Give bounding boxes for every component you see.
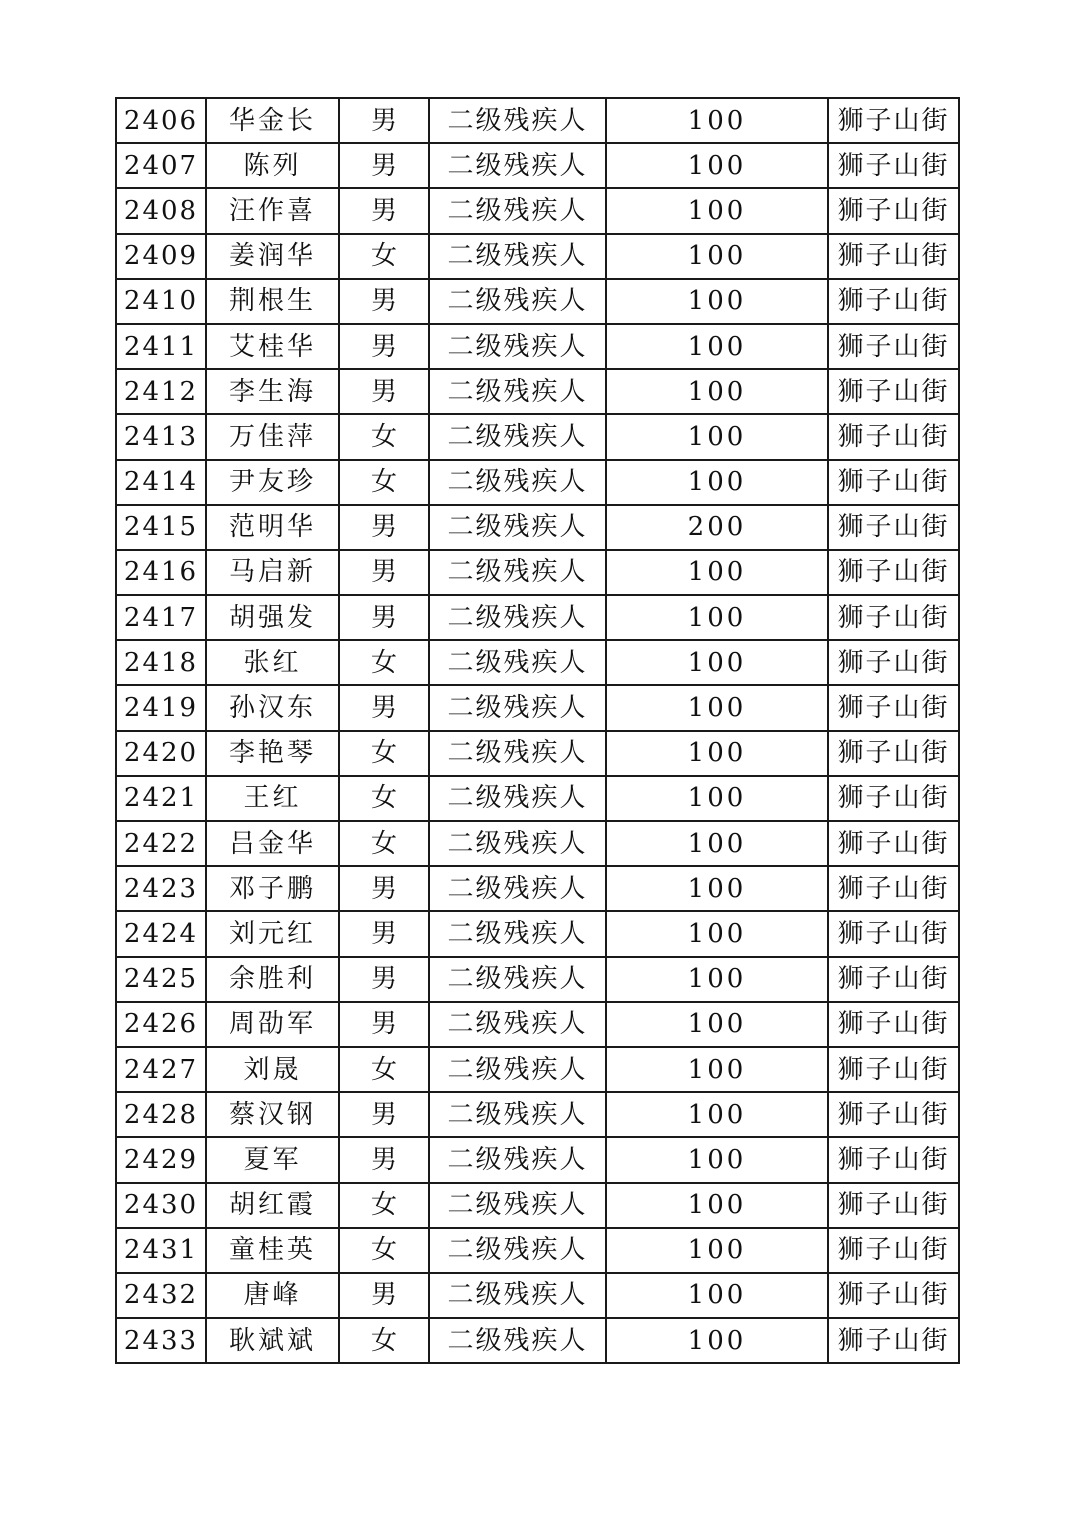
table-row bbox=[116, 98, 959, 143]
row-number-cell: 2419 bbox=[116, 685, 206, 730]
amount-cell: 100 bbox=[606, 821, 828, 866]
gender-cell: 男 bbox=[339, 1137, 429, 1182]
name-cell: 蔡汉钢 bbox=[206, 1092, 339, 1137]
street-cell: 狮子山街 bbox=[828, 1273, 959, 1318]
row-number-cell: 2426 bbox=[116, 1002, 206, 1047]
beneficiary-table bbox=[115, 97, 960, 1364]
gender-cell: 女 bbox=[339, 234, 429, 279]
disability-category-cell: 二级残疾人 bbox=[429, 1318, 606, 1363]
disability-category-cell: 二级残疾人 bbox=[429, 98, 606, 143]
row-number-cell: 2427 bbox=[116, 1047, 206, 1092]
table-row bbox=[116, 1047, 959, 1092]
table-row bbox=[116, 324, 959, 369]
gender-cell: 男 bbox=[339, 369, 429, 414]
amount-cell: 100 bbox=[606, 776, 828, 821]
amount-cell: 100 bbox=[606, 550, 828, 595]
street-cell: 狮子山街 bbox=[828, 776, 959, 821]
gender-cell: 女 bbox=[339, 1318, 429, 1363]
street-cell: 狮子山街 bbox=[828, 1092, 959, 1137]
row-number-cell: 2409 bbox=[116, 234, 206, 279]
amount-cell: 100 bbox=[606, 324, 828, 369]
row-number-cell: 2423 bbox=[116, 866, 206, 911]
row-number-cell: 2428 bbox=[116, 1092, 206, 1137]
disability-category-cell: 二级残疾人 bbox=[429, 821, 606, 866]
gender-cell: 男 bbox=[339, 143, 429, 188]
table-row bbox=[116, 595, 959, 640]
street-cell: 狮子山街 bbox=[828, 98, 959, 143]
street-cell: 狮子山街 bbox=[828, 957, 959, 1002]
table-row bbox=[116, 1318, 959, 1363]
gender-cell: 男 bbox=[339, 279, 429, 324]
table-row bbox=[116, 505, 959, 550]
table-row bbox=[116, 685, 959, 730]
amount-cell: 100 bbox=[606, 640, 828, 685]
street-cell: 狮子山街 bbox=[828, 731, 959, 776]
gender-cell: 女 bbox=[339, 414, 429, 459]
table-row bbox=[116, 866, 959, 911]
disability-category-cell: 二级残疾人 bbox=[429, 143, 606, 188]
street-cell: 狮子山街 bbox=[828, 460, 959, 505]
gender-cell: 男 bbox=[339, 866, 429, 911]
amount-cell: 100 bbox=[606, 279, 828, 324]
gender-cell: 男 bbox=[339, 1092, 429, 1137]
street-cell: 狮子山街 bbox=[828, 414, 959, 459]
row-number-cell: 2415 bbox=[116, 505, 206, 550]
table-row bbox=[116, 640, 959, 685]
disability-category-cell: 二级残疾人 bbox=[429, 957, 606, 1002]
street-cell: 狮子山街 bbox=[828, 866, 959, 911]
name-cell: 李艳琴 bbox=[206, 731, 339, 776]
table-row bbox=[116, 1273, 959, 1318]
street-cell: 狮子山街 bbox=[828, 279, 959, 324]
gender-cell: 女 bbox=[339, 821, 429, 866]
amount-cell: 100 bbox=[606, 595, 828, 640]
disability-category-cell: 二级残疾人 bbox=[429, 1047, 606, 1092]
disability-category-cell: 二级残疾人 bbox=[429, 324, 606, 369]
amount-cell: 100 bbox=[606, 866, 828, 911]
row-number-cell: 2425 bbox=[116, 957, 206, 1002]
document-page bbox=[115, 97, 958, 1364]
disability-category-cell: 二级残疾人 bbox=[429, 731, 606, 776]
gender-cell: 女 bbox=[339, 640, 429, 685]
table-row bbox=[116, 911, 959, 956]
amount-cell: 100 bbox=[606, 460, 828, 505]
row-number-cell: 2414 bbox=[116, 460, 206, 505]
row-number-cell: 2431 bbox=[116, 1228, 206, 1273]
name-cell: 范明华 bbox=[206, 505, 339, 550]
gender-cell: 女 bbox=[339, 460, 429, 505]
amount-cell: 100 bbox=[606, 1273, 828, 1318]
name-cell: 姜润华 bbox=[206, 234, 339, 279]
gender-cell: 男 bbox=[339, 957, 429, 1002]
disability-category-cell: 二级残疾人 bbox=[429, 1183, 606, 1228]
name-cell: 夏军 bbox=[206, 1137, 339, 1182]
row-number-cell: 2429 bbox=[116, 1137, 206, 1182]
disability-category-cell: 二级残疾人 bbox=[429, 234, 606, 279]
table-row bbox=[116, 414, 959, 459]
street-cell: 狮子山街 bbox=[828, 505, 959, 550]
row-number-cell: 2424 bbox=[116, 911, 206, 956]
name-cell: 耿斌斌 bbox=[206, 1318, 339, 1363]
street-cell: 狮子山街 bbox=[828, 369, 959, 414]
amount-cell: 100 bbox=[606, 911, 828, 956]
street-cell: 狮子山街 bbox=[828, 1228, 959, 1273]
table-row bbox=[116, 550, 959, 595]
table-row bbox=[116, 1092, 959, 1137]
name-cell: 吕金华 bbox=[206, 821, 339, 866]
disability-category-cell: 二级残疾人 bbox=[429, 1137, 606, 1182]
table-row bbox=[116, 1137, 959, 1182]
name-cell: 孙汉东 bbox=[206, 685, 339, 730]
disability-category-cell: 二级残疾人 bbox=[429, 1002, 606, 1047]
gender-cell: 男 bbox=[339, 324, 429, 369]
disability-category-cell: 二级残疾人 bbox=[429, 279, 606, 324]
gender-cell: 女 bbox=[339, 1228, 429, 1273]
disability-category-cell: 二级残疾人 bbox=[429, 1228, 606, 1273]
row-number-cell: 2433 bbox=[116, 1318, 206, 1363]
street-cell: 狮子山街 bbox=[828, 188, 959, 233]
street-cell: 狮子山街 bbox=[828, 821, 959, 866]
disability-category-cell: 二级残疾人 bbox=[429, 640, 606, 685]
row-number-cell: 2432 bbox=[116, 1273, 206, 1318]
name-cell: 马启新 bbox=[206, 550, 339, 595]
table-row bbox=[116, 731, 959, 776]
name-cell: 万佳萍 bbox=[206, 414, 339, 459]
gender-cell: 男 bbox=[339, 98, 429, 143]
amount-cell: 100 bbox=[606, 1092, 828, 1137]
gender-cell: 男 bbox=[339, 1002, 429, 1047]
row-number-cell: 2407 bbox=[116, 143, 206, 188]
gender-cell: 男 bbox=[339, 1273, 429, 1318]
name-cell: 华金长 bbox=[206, 98, 339, 143]
disability-category-cell: 二级残疾人 bbox=[429, 685, 606, 730]
street-cell: 狮子山街 bbox=[828, 911, 959, 956]
gender-cell: 女 bbox=[339, 1047, 429, 1092]
row-number-cell: 2406 bbox=[116, 98, 206, 143]
amount-cell: 100 bbox=[606, 731, 828, 776]
gender-cell: 男 bbox=[339, 595, 429, 640]
street-cell: 狮子山街 bbox=[828, 550, 959, 595]
gender-cell: 男 bbox=[339, 685, 429, 730]
amount-cell: 100 bbox=[606, 1047, 828, 1092]
name-cell: 王红 bbox=[206, 776, 339, 821]
table-row bbox=[116, 188, 959, 233]
disability-category-cell: 二级残疾人 bbox=[429, 1273, 606, 1318]
street-cell: 狮子山街 bbox=[828, 324, 959, 369]
table-row bbox=[116, 369, 959, 414]
disability-category-cell: 二级残疾人 bbox=[429, 460, 606, 505]
amount-cell: 100 bbox=[606, 1228, 828, 1273]
name-cell: 童桂英 bbox=[206, 1228, 339, 1273]
row-number-cell: 2430 bbox=[116, 1183, 206, 1228]
amount-cell: 200 bbox=[606, 505, 828, 550]
amount-cell: 100 bbox=[606, 1002, 828, 1047]
disability-category-cell: 二级残疾人 bbox=[429, 776, 606, 821]
name-cell: 艾桂华 bbox=[206, 324, 339, 369]
street-cell: 狮子山街 bbox=[828, 234, 959, 279]
name-cell: 周劭军 bbox=[206, 1002, 339, 1047]
name-cell: 唐峰 bbox=[206, 1273, 339, 1318]
amount-cell: 100 bbox=[606, 234, 828, 279]
table-row bbox=[116, 279, 959, 324]
row-number-cell: 2422 bbox=[116, 821, 206, 866]
row-number-cell: 2416 bbox=[116, 550, 206, 595]
name-cell: 胡红霞 bbox=[206, 1183, 339, 1228]
amount-cell: 100 bbox=[606, 1183, 828, 1228]
table-body bbox=[116, 98, 959, 1363]
street-cell: 狮子山街 bbox=[828, 1137, 959, 1182]
row-number-cell: 2412 bbox=[116, 369, 206, 414]
amount-cell: 100 bbox=[606, 1318, 828, 1363]
row-number-cell: 2417 bbox=[116, 595, 206, 640]
name-cell: 尹友珍 bbox=[206, 460, 339, 505]
table-row bbox=[116, 460, 959, 505]
disability-category-cell: 二级残疾人 bbox=[429, 550, 606, 595]
amount-cell: 100 bbox=[606, 414, 828, 459]
row-number-cell: 2413 bbox=[116, 414, 206, 459]
row-number-cell: 2411 bbox=[116, 324, 206, 369]
table-row bbox=[116, 821, 959, 866]
gender-cell: 女 bbox=[339, 731, 429, 776]
street-cell: 狮子山街 bbox=[828, 685, 959, 730]
table-row bbox=[116, 143, 959, 188]
name-cell: 刘晟 bbox=[206, 1047, 339, 1092]
disability-category-cell: 二级残疾人 bbox=[429, 1092, 606, 1137]
gender-cell: 男 bbox=[339, 550, 429, 595]
disability-category-cell: 二级残疾人 bbox=[429, 188, 606, 233]
gender-cell: 男 bbox=[339, 188, 429, 233]
name-cell: 余胜利 bbox=[206, 957, 339, 1002]
disability-category-cell: 二级残疾人 bbox=[429, 369, 606, 414]
street-cell: 狮子山街 bbox=[828, 1047, 959, 1092]
name-cell: 邓子鹏 bbox=[206, 866, 339, 911]
name-cell: 陈列 bbox=[206, 143, 339, 188]
name-cell: 胡强发 bbox=[206, 595, 339, 640]
amount-cell: 100 bbox=[606, 369, 828, 414]
gender-cell: 男 bbox=[339, 911, 429, 956]
row-number-cell: 2408 bbox=[116, 188, 206, 233]
street-cell: 狮子山街 bbox=[828, 640, 959, 685]
name-cell: 荆根生 bbox=[206, 279, 339, 324]
row-number-cell: 2420 bbox=[116, 731, 206, 776]
disability-category-cell: 二级残疾人 bbox=[429, 866, 606, 911]
street-cell: 狮子山街 bbox=[828, 1318, 959, 1363]
amount-cell: 100 bbox=[606, 143, 828, 188]
name-cell: 李生海 bbox=[206, 369, 339, 414]
amount-cell: 100 bbox=[606, 1137, 828, 1182]
name-cell: 张红 bbox=[206, 640, 339, 685]
name-cell: 刘元红 bbox=[206, 911, 339, 956]
disability-category-cell: 二级残疾人 bbox=[429, 505, 606, 550]
street-cell: 狮子山街 bbox=[828, 595, 959, 640]
row-number-cell: 2421 bbox=[116, 776, 206, 821]
disability-category-cell: 二级残疾人 bbox=[429, 595, 606, 640]
gender-cell: 女 bbox=[339, 776, 429, 821]
name-cell: 汪作喜 bbox=[206, 188, 339, 233]
table-row bbox=[116, 1228, 959, 1273]
gender-cell: 男 bbox=[339, 505, 429, 550]
row-number-cell: 2418 bbox=[116, 640, 206, 685]
disability-category-cell: 二级残疾人 bbox=[429, 911, 606, 956]
amount-cell: 100 bbox=[606, 188, 828, 233]
amount-cell: 100 bbox=[606, 98, 828, 143]
street-cell: 狮子山街 bbox=[828, 1002, 959, 1047]
amount-cell: 100 bbox=[606, 957, 828, 1002]
table-row bbox=[116, 776, 959, 821]
disability-category-cell: 二级残疾人 bbox=[429, 414, 606, 459]
table-row bbox=[116, 1002, 959, 1047]
row-number-cell: 2410 bbox=[116, 279, 206, 324]
table-row bbox=[116, 1183, 959, 1228]
street-cell: 狮子山街 bbox=[828, 143, 959, 188]
table-row bbox=[116, 234, 959, 279]
street-cell: 狮子山街 bbox=[828, 1183, 959, 1228]
amount-cell: 100 bbox=[606, 685, 828, 730]
table-row bbox=[116, 957, 959, 1002]
gender-cell: 女 bbox=[339, 1183, 429, 1228]
